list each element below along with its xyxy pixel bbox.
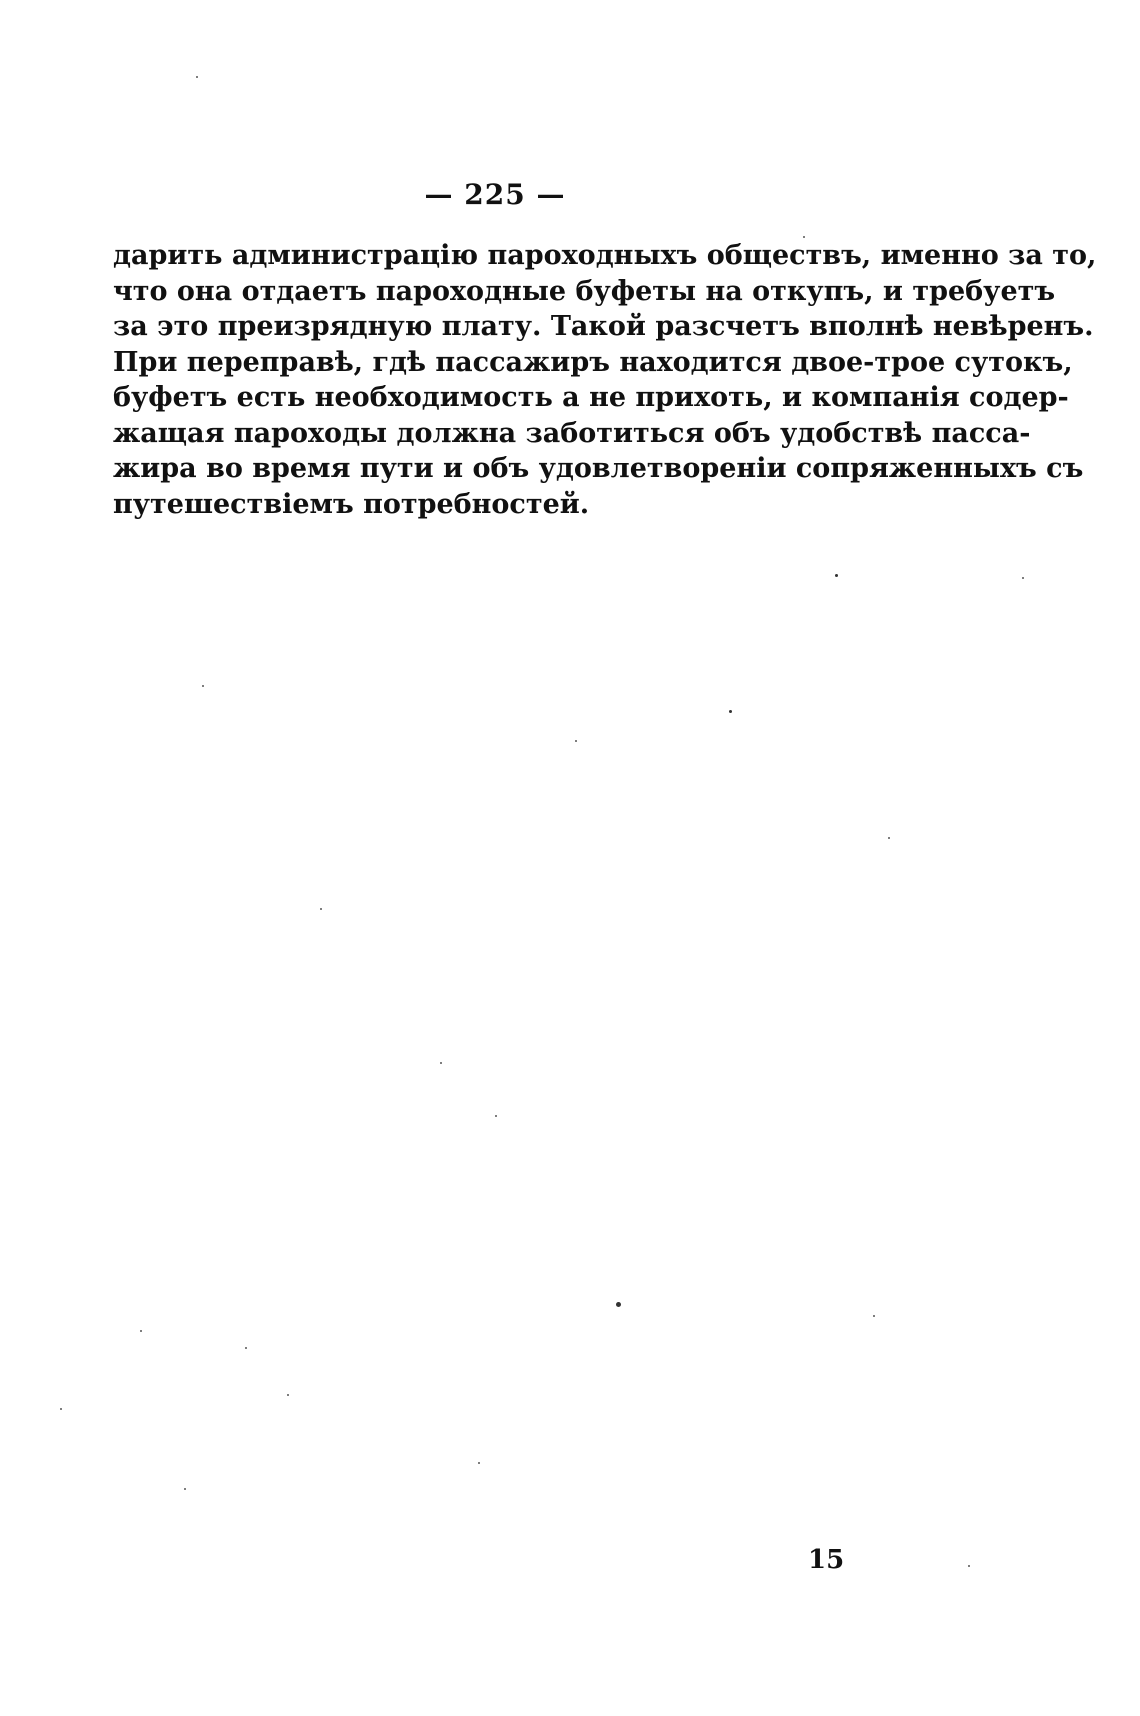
scan-speck bbox=[440, 1062, 442, 1064]
signature-mark: 15 bbox=[808, 1545, 845, 1575]
text-line: что она отдаетъ пароходные буфеты на откупъ, и требуетъ bbox=[113, 275, 1056, 307]
scan-speck bbox=[1022, 577, 1024, 579]
scan-speck bbox=[729, 710, 732, 713]
text-line: путешествіемъ потребностей. bbox=[113, 488, 590, 520]
scan-speck bbox=[616, 1302, 621, 1307]
scan-speck bbox=[320, 908, 322, 910]
scan-speck bbox=[202, 685, 204, 687]
scan-speck bbox=[60, 1408, 62, 1410]
scan-speck bbox=[140, 1330, 142, 1332]
scan-speck bbox=[478, 1462, 480, 1464]
text-line: дарить администрацію пароходныхъ обществъ, именно за то, bbox=[113, 240, 1097, 271]
scan-speck bbox=[287, 1394, 289, 1396]
scan-speck bbox=[575, 740, 577, 742]
scan-speck bbox=[803, 236, 805, 238]
scan-speck bbox=[888, 837, 890, 839]
scan-speck bbox=[196, 76, 198, 78]
scan-speck bbox=[495, 1115, 497, 1117]
page-number-header: — 225 — bbox=[424, 178, 566, 211]
scan-speck bbox=[184, 1488, 186, 1490]
text-line: При переправѣ, гдѣ пассажиръ находится двое-трое сутокъ, bbox=[113, 346, 1073, 378]
text-line: жира во время пути и объ удовлетвореніи сопряженныхъ съ bbox=[113, 453, 1084, 484]
text-line: за это преизрядную плату. Такой разсчетъ вполнѣ невѣренъ. bbox=[113, 311, 1094, 342]
scan-speck bbox=[873, 1315, 875, 1317]
text-line: жащая пароходы должна заботиться объ удобствѣ пасса- bbox=[113, 417, 1031, 449]
scan-speck bbox=[245, 1347, 247, 1349]
scan-speck bbox=[968, 1565, 970, 1567]
body-paragraph bbox=[113, 238, 1097, 522]
scan-speck bbox=[835, 574, 838, 577]
text-line: буфетъ есть необходимость а не прихоть, и компанія содер- bbox=[113, 382, 1069, 413]
